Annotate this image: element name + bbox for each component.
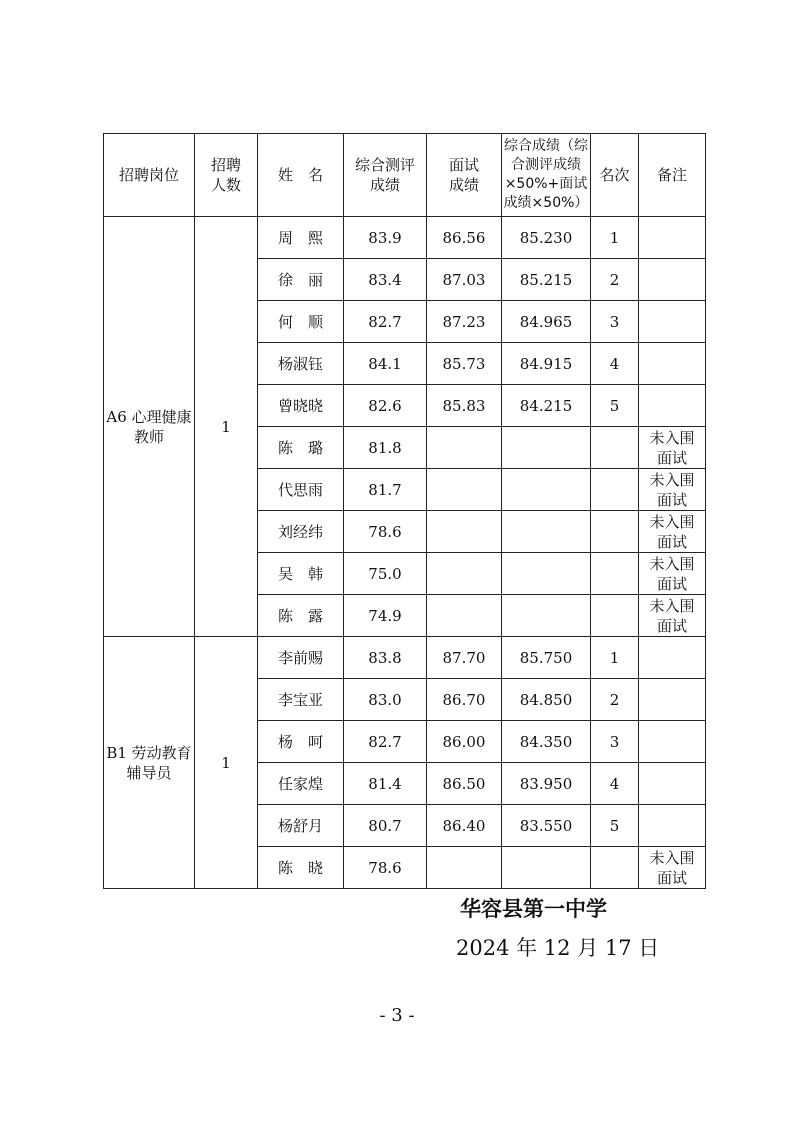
composite-cell: 84.915 bbox=[502, 343, 591, 385]
remark-cell bbox=[639, 259, 706, 301]
interview-cell bbox=[427, 553, 502, 595]
composite-cell: 83.950 bbox=[502, 763, 591, 805]
table-row bbox=[104, 637, 706, 679]
interview-cell: 87.03 bbox=[427, 259, 502, 301]
assessment-cell: 82.7 bbox=[344, 721, 427, 763]
interview-cell bbox=[427, 469, 502, 511]
remark-cell: 未入围 面试 bbox=[639, 595, 706, 637]
count-cell: 1 bbox=[195, 217, 258, 637]
composite-cell bbox=[502, 595, 591, 637]
interview-cell bbox=[427, 511, 502, 553]
interview-cell: 87.23 bbox=[427, 301, 502, 343]
remark-cell bbox=[639, 385, 706, 427]
rank-cell: 1 bbox=[591, 637, 639, 679]
header-interview: 面试 成绩 bbox=[427, 134, 502, 217]
remark-cell bbox=[639, 217, 706, 259]
remark-cell: 未入围 面试 bbox=[639, 553, 706, 595]
position-cell: A6 心理健康 教师 bbox=[104, 217, 195, 637]
composite-cell: 84.215 bbox=[502, 385, 591, 427]
interview-cell bbox=[427, 427, 502, 469]
composite-cell: 84.350 bbox=[502, 721, 591, 763]
interview-cell: 85.73 bbox=[427, 343, 502, 385]
rank-cell bbox=[591, 427, 639, 469]
name-cell: 徐 丽 bbox=[258, 259, 344, 301]
remark-cell bbox=[639, 679, 706, 721]
rank-cell bbox=[591, 469, 639, 511]
assessment-cell: 82.7 bbox=[344, 301, 427, 343]
remark-cell: 未入围 面试 bbox=[639, 511, 706, 553]
rank-cell: 2 bbox=[591, 259, 639, 301]
remark-cell bbox=[639, 721, 706, 763]
composite-cell: 85.230 bbox=[502, 217, 591, 259]
interview-cell bbox=[427, 595, 502, 637]
composite-cell bbox=[502, 847, 591, 889]
name-cell: 任家煌 bbox=[258, 763, 344, 805]
rank-cell: 2 bbox=[591, 679, 639, 721]
assessment-cell: 80.7 bbox=[344, 805, 427, 847]
name-cell: 刘经纬 bbox=[258, 511, 344, 553]
header-rank: 名次 bbox=[591, 134, 639, 217]
header-row bbox=[104, 134, 706, 217]
assessment-cell: 81.7 bbox=[344, 469, 427, 511]
interview-cell: 86.70 bbox=[427, 679, 502, 721]
interview-cell: 86.40 bbox=[427, 805, 502, 847]
assessment-cell: 83.9 bbox=[344, 217, 427, 259]
rank-cell bbox=[591, 553, 639, 595]
remark-cell bbox=[639, 763, 706, 805]
name-cell: 周 熙 bbox=[258, 217, 344, 259]
assessment-cell: 78.6 bbox=[344, 847, 427, 889]
interview-cell: 87.70 bbox=[427, 637, 502, 679]
assessment-cell: 81.8 bbox=[344, 427, 427, 469]
name-cell: 杨淑钰 bbox=[258, 343, 344, 385]
name-cell: 代思雨 bbox=[258, 469, 344, 511]
name-cell: 何 顺 bbox=[258, 301, 344, 343]
issue-date: 2024 年 12 月 17 日 bbox=[456, 936, 660, 960]
assessment-cell: 78.6 bbox=[344, 511, 427, 553]
composite-cell: 84.850 bbox=[502, 679, 591, 721]
remark-cell: 未入围 面试 bbox=[639, 427, 706, 469]
rank-cell bbox=[591, 847, 639, 889]
page-number: - 3 - bbox=[379, 1005, 415, 1026]
composite-cell bbox=[502, 469, 591, 511]
header-remark: 备注 bbox=[639, 134, 706, 217]
composite-cell bbox=[502, 511, 591, 553]
remark-cell bbox=[639, 805, 706, 847]
remark-cell bbox=[639, 301, 706, 343]
position-cell: B1 劳动教育 辅导员 bbox=[104, 637, 195, 889]
interview-cell: 86.56 bbox=[427, 217, 502, 259]
rank-cell: 4 bbox=[591, 343, 639, 385]
rank-cell: 5 bbox=[591, 385, 639, 427]
header-position: 招聘岗位 bbox=[104, 134, 195, 217]
assessment-cell: 75.0 bbox=[344, 553, 427, 595]
assessment-cell: 81.4 bbox=[344, 763, 427, 805]
table-row bbox=[104, 217, 706, 259]
remark-cell bbox=[639, 637, 706, 679]
assessment-cell: 83.0 bbox=[344, 679, 427, 721]
rank-cell: 5 bbox=[591, 805, 639, 847]
rank-cell: 3 bbox=[591, 301, 639, 343]
interview-cell bbox=[427, 847, 502, 889]
composite-cell bbox=[502, 553, 591, 595]
assessment-cell: 83.4 bbox=[344, 259, 427, 301]
interview-cell: 85.83 bbox=[427, 385, 502, 427]
assessment-cell: 74.9 bbox=[344, 595, 427, 637]
name-cell: 吴 韩 bbox=[258, 553, 344, 595]
count-cell: 1 bbox=[195, 637, 258, 889]
remark-cell bbox=[639, 343, 706, 385]
header-assessment: 综合测评 成绩 bbox=[344, 134, 427, 217]
header-name: 姓 名 bbox=[258, 134, 344, 217]
name-cell: 杨 呵 bbox=[258, 721, 344, 763]
composite-cell bbox=[502, 427, 591, 469]
header-count: 招聘 人数 bbox=[195, 134, 258, 217]
assessment-cell: 84.1 bbox=[344, 343, 427, 385]
remark-cell: 未入围 面试 bbox=[639, 469, 706, 511]
organization-name: 华容县第一中学 bbox=[460, 897, 607, 921]
results-table bbox=[103, 133, 706, 889]
composite-cell: 84.965 bbox=[502, 301, 591, 343]
interview-cell: 86.50 bbox=[427, 763, 502, 805]
assessment-cell: 83.8 bbox=[344, 637, 427, 679]
rank-cell: 1 bbox=[591, 217, 639, 259]
composite-cell: 85.215 bbox=[502, 259, 591, 301]
composite-cell: 83.550 bbox=[502, 805, 591, 847]
rank-cell bbox=[591, 595, 639, 637]
composite-cell: 85.750 bbox=[502, 637, 591, 679]
rank-cell: 3 bbox=[591, 721, 639, 763]
interview-cell: 86.00 bbox=[427, 721, 502, 763]
name-cell: 李宝亚 bbox=[258, 679, 344, 721]
name-cell: 李前赐 bbox=[258, 637, 344, 679]
name-cell: 曾晓晓 bbox=[258, 385, 344, 427]
assessment-cell: 82.6 bbox=[344, 385, 427, 427]
name-cell: 陈 璐 bbox=[258, 427, 344, 469]
name-cell: 陈 露 bbox=[258, 595, 344, 637]
rank-cell bbox=[591, 511, 639, 553]
rank-cell: 4 bbox=[591, 763, 639, 805]
table-body bbox=[104, 217, 706, 889]
remark-cell: 未入围 面试 bbox=[639, 847, 706, 889]
header-composite: 综合成绩（综 合测评成绩 ×50%+面试 成绩×50%） bbox=[502, 134, 591, 217]
name-cell: 杨舒月 bbox=[258, 805, 344, 847]
name-cell: 陈 晓 bbox=[258, 847, 344, 889]
